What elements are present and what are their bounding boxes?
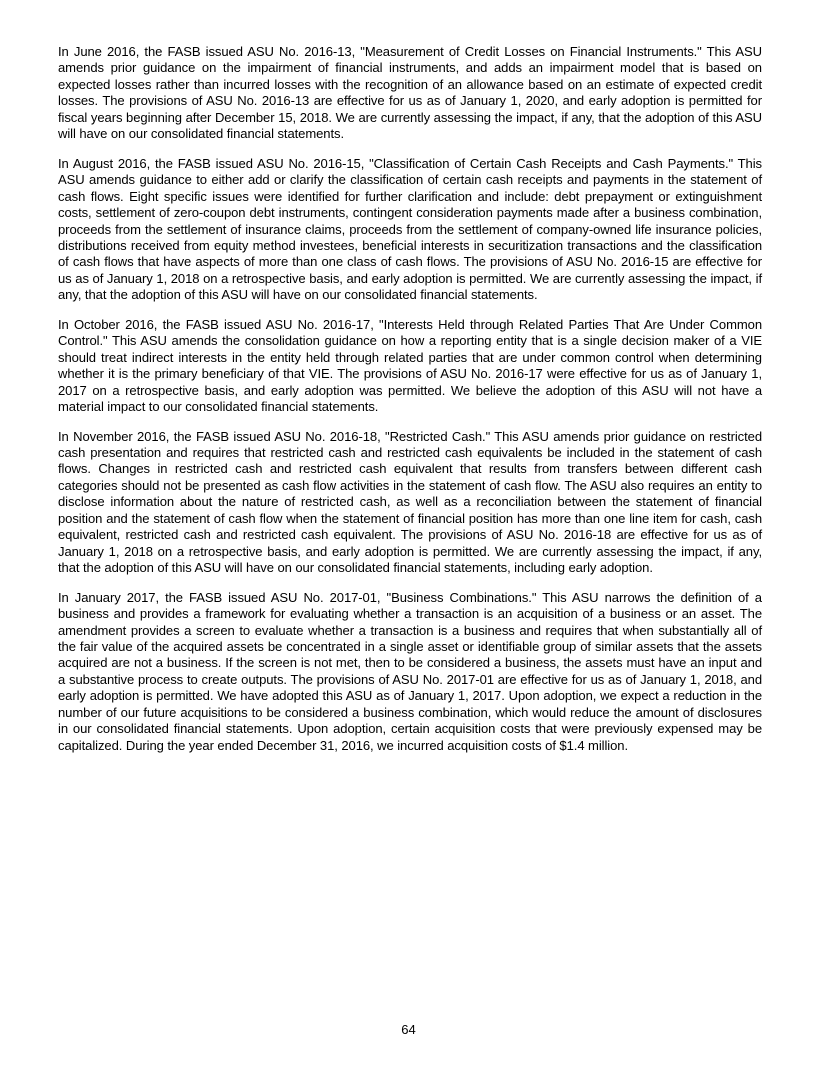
- page-number: 64: [401, 1022, 416, 1037]
- paragraph-asu-2017-01: In January 2017, the FASB issued ASU No. 2017-01, "Business Combinations." This ASU narrows the definition of a business and provides a framework for evaluating whether a transaction is an acquisition of a business or an asset. The amendment provides a screen to evaluate whether a transaction is a business and requires that when substantially all of the fair value of the acquired assets be concentrated in a single asset or identifiable group of similar assets that the assets acquired are not a business. If the screen is not met, then to be considered a business, the assets must have an input and a substantive process to create outputs. The provisions of ASU No. 2017-01 are effective for us as of January 1, 2018, and early adoption is permitted. We have adopted this ASU as of January 1, 2017. Upon adoption, we expect a reduction in the number of our future acquisitions to be considered a business combination, which would reduce the amount of disclosures in our consolidated financial statements. Upon adoption, certain acquisition costs that were previously expensed may be capitalized. During the year ended December 31, 2016, we incurred acquisition costs of $1.4 million.: [58, 589, 762, 753]
- paragraph-asu-2016-17: In October 2016, the FASB issued ASU No. 2016-17, "Interests Held through Related Parties That Are Under Common Control." This ASU amends the consolidation guidance on how a reporting entity that is a single decision maker of a VIE should treat indirect interests in the entity held through related parties that are under common control when determining whether it is the primary beneficiary of that VIE. The provisions of ASU No. 2016-17 were effective for us as of January 1, 2017 on a retrospective basis, and early adoption was permitted. We believe the adoption of this ASU will not have a material impact to our consolidated financial statements.: [58, 316, 762, 415]
- document-body: [58, 44, 762, 767]
- paragraph-asu-2016-13: In June 2016, the FASB issued ASU No. 2016-13, "Measurement of Credit Losses on Financial Instruments." This ASU amends prior guidance on the impairment of financial instruments, and adds an impairment model that is based on expected losses rather than incurred losses with the recognition of an allowance based on an estimate of expected credit losses. The provisions of ASU No. 2016-13 are effective for us as of January 1, 2020, and early adoption is permitted for fiscal years beginning after December 15, 2018. We are currently assessing the impact, if any, that the adoption of this ASU will have on our consolidated financial statements.: [58, 44, 762, 142]
- paragraph-asu-2016-18: In November 2016, the FASB issued ASU No. 2016-18, "Restricted Cash." This ASU amends prior guidance on restricted cash presentation and requires that restricted cash and restricted cash equivalents be included in the statement of cash flows. Changes in restricted cash and restricted cash equivalent that results from transfers between different cash categories should not be presented as cash flow activities in the statement of cash flow. The ASU also requires an entity to disclose information about the nature of restricted cash, as well as a reconciliation between the statement of financial position and the statement of cash flow when the statement of financial position has more than one line item for cash, cash equivalent, restricted cash and restricted cash equivalent. The provisions of ASU No. 2016-18 are effective for us as of January 1, 2018 on a retrospective basis, and early adoption is permitted. We are currently assessing the impact, if any, that the adoption of this ASU will have on our consolidated financial statements, including early adoption.: [58, 428, 762, 576]
- paragraph-asu-2016-15: In August 2016, the FASB issued ASU No. 2016-15, "Classification of Certain Cash Receipts and Cash Payments." This ASU amends guidance to either add or clarify the classification of certain cash receipts and payments in the statement of cash flows. Eight specific issues were identified for further clarification and include: debt prepayment or extinguishment costs, settlement of zero-coupon debt instruments, contingent consideration payments made after a business combination, proceeds from the settlement of insurance claims, proceeds from the settlement of company-owned life insurance policies, distributions received from equity method investees, beneficial interests in securitization transactions and the classification of cash flows that have aspects of more than one class of cash flows. The provisions of ASU No. 2016-15 are effective for us as of January 1, 2018 on a retrospective basis, and early adoption is permitted. We are currently assessing the impact, if any, that the adoption of this ASU will have on our consolidated financial statements.: [58, 155, 762, 303]
